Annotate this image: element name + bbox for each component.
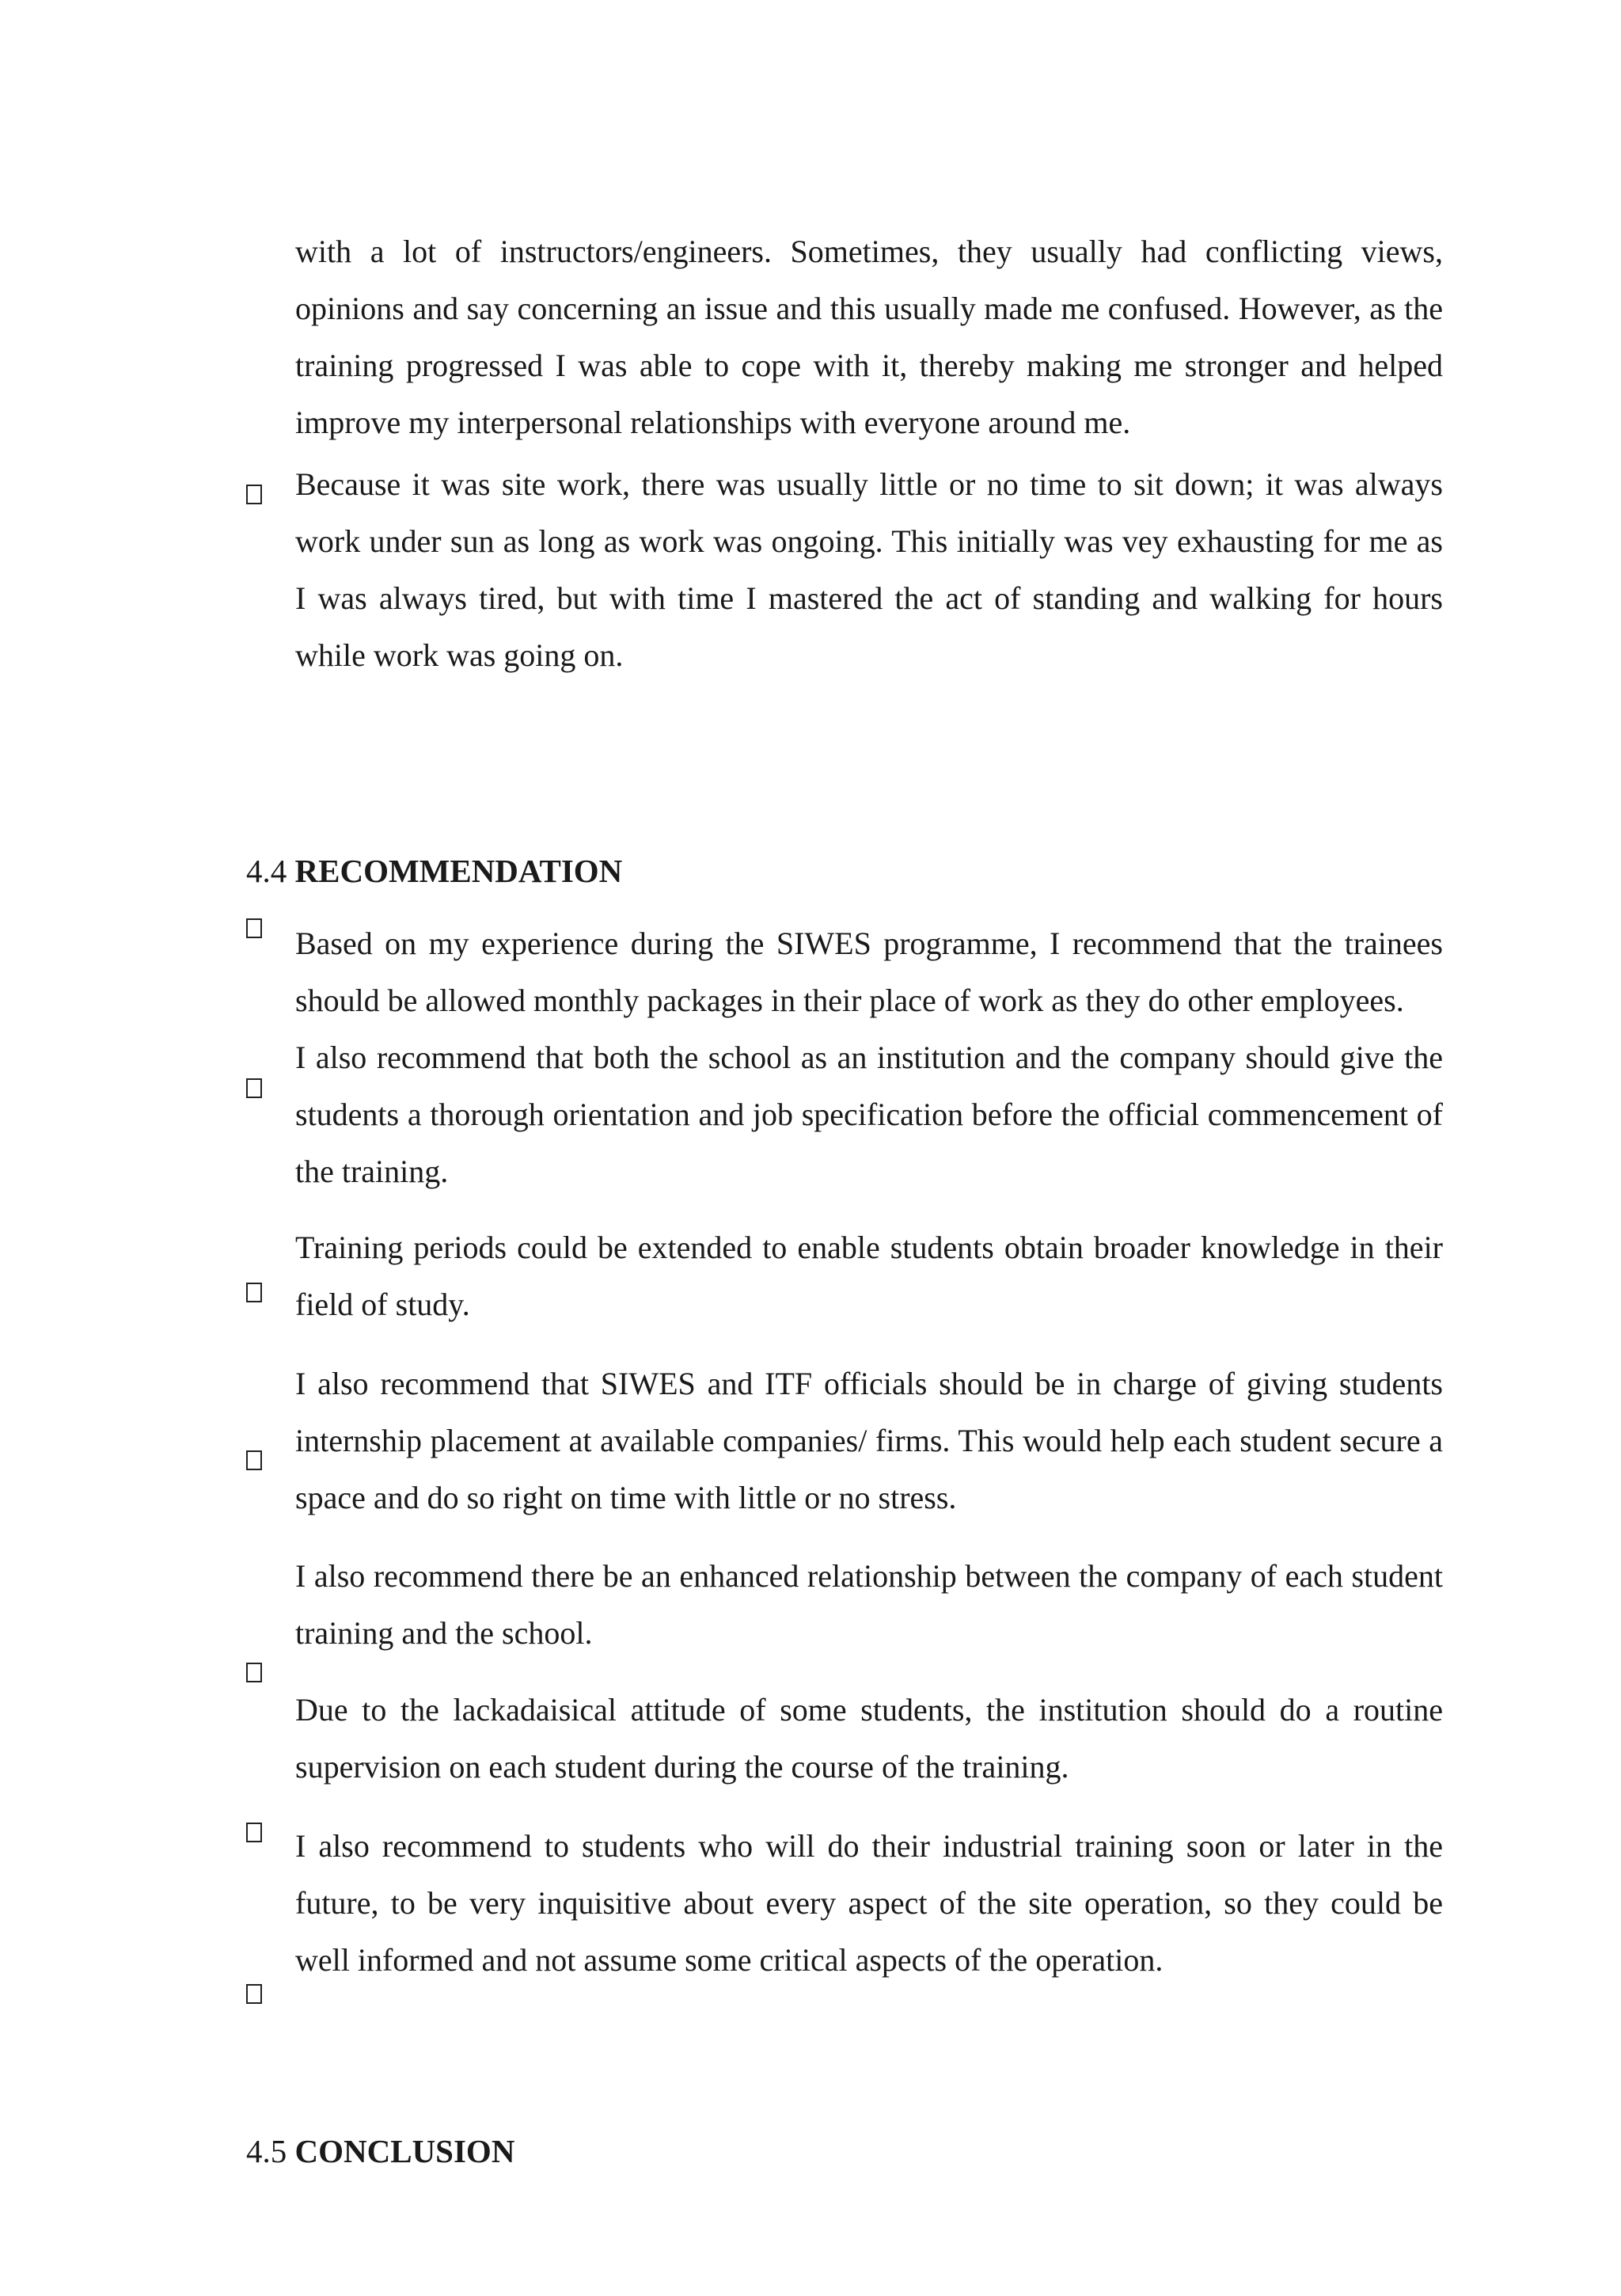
recommendation-item-placement: I also recommend that SIWES and ITF officials should be in charge of giving students internship placement at available companies/ firms. This would help each student secure a space and do so right on time with little or no stress. bbox=[295, 1366, 1443, 1515]
bullet-box-icon bbox=[246, 1823, 262, 1842]
bullet-box-icon bbox=[246, 485, 262, 504]
recommendation-item-allowance: Based on my experience during the SIWES programme, I recommend that the trainees should be allowed monthly packages in their place of work as they do other employees. bbox=[295, 926, 1443, 1018]
recommendation-item-inquisitive: I also recommend to students who will do their industrial training soon or later in the future, to be very inquisitive about every aspect of the site operation, so they could be well informed and not assume some critical aspects of the operation. bbox=[295, 1828, 1443, 1978]
bullet-box-icon bbox=[246, 1663, 262, 1682]
bullet-box-icon bbox=[246, 1450, 262, 1470]
recommendation-item-supervision: Due to the lackadaisical attitude of some students, the institution should do a routine supervision on each student during the course of the training. bbox=[295, 1692, 1443, 1785]
section-title: RECOMMENDATION bbox=[294, 853, 623, 889]
recommendation-heading bbox=[246, 851, 622, 891]
recommendation-item-extension: Training periods could be extended to enable students obtain broader knowledge in their field of study. bbox=[295, 1230, 1443, 1322]
section-number: 4.4 bbox=[246, 853, 287, 889]
bullet-box-icon bbox=[246, 1984, 262, 2004]
bullet-box-icon bbox=[246, 1283, 262, 1302]
section-number: 4.5 bbox=[246, 2133, 287, 2169]
conclusion-heading bbox=[246, 2131, 514, 2171]
paragraph-instructors: with a lot of instructors/engineers. Sometimes, they usually had conflicting views, opinions and say concerning an issue and this usually made me confused. However, as the training progressed I was able to cope with it, thereby making me stronger and helped improve my interpersonal relationships with everyone around me. bbox=[295, 234, 1443, 440]
paragraph-site-work: Because it was site work, there was usually little or no time to sit down; it was always work under sun as long as work was ongoing. This initially was vey exhausting for me as I was always tired, but with time I mastered the act of standing and walking for hours while work was going on. bbox=[295, 466, 1443, 673]
section-title: CONCLUSION bbox=[294, 2133, 515, 2169]
bullet-box-icon bbox=[246, 918, 262, 938]
bullet-box-icon bbox=[246, 1078, 262, 1098]
recommendation-item-relationship: I also recommend there be an enhanced relationship between the company of each student training and the school. bbox=[295, 1558, 1443, 1651]
recommendation-item-orientation: I also recommend that both the school as an institution and the company should give the students a thorough orientation and job specification before the official commencement of the training. bbox=[295, 1040, 1443, 1189]
